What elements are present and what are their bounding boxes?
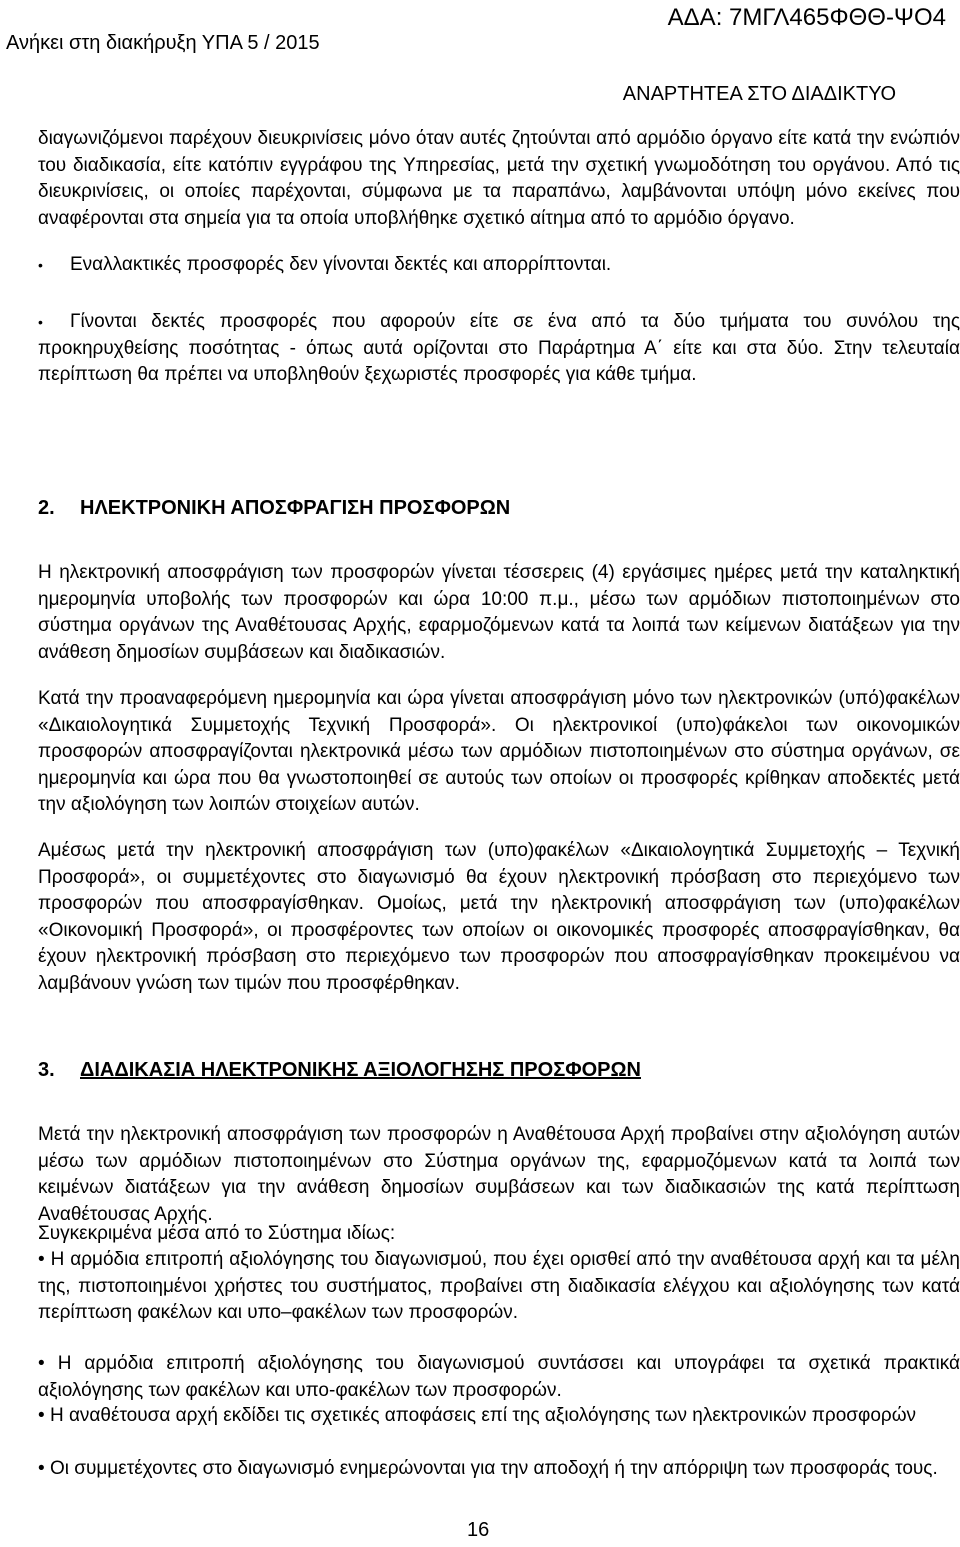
section-3-heading [38, 1059, 641, 1082]
bullet-icon: • [38, 257, 43, 273]
section-number: 3. [38, 1059, 55, 1081]
section-title: ΔΙΑΔΙΚΑΣΙΑ ΗΛΕΚΤΡΟΝΙΚΗΣ ΑΞΙΟΛΟΓΗΣΗΣ ΠΡΟΣΦΟΡΩΝ [80, 1059, 641, 1081]
section-2-heading [38, 497, 510, 520]
section-3-paragraph-2: Συγκεκριμένα μέσα από το Σύστημα ιδίως: [38, 1223, 396, 1244]
bullet-text: Εναλλακτικές προσφορές δεν γίνονται δεκτές και απορρίπτονται. [70, 254, 612, 275]
intro-bullet-2 [38, 309, 960, 389]
section-2-paragraph-1: Η ηλεκτρονική αποσφράγιση των προσφορών γίνεται τέσσερεις (4) εργάσιμες ημέρες μετά την καταληκτική ημερομηνία υποβολής των προσφορών και ώρα 10:00 π.μ., μέσω των αρμόδιων πιστοποιημένων στο σύστημα οργάνων της Αναθέτουσας Αρχής, εφαρμοζόμενων κατά τα λοιπά των κείμενων διατάξεων για την ανάθεση δημοσίων συμβάσεων και διαδικασιών. [38, 562, 960, 663]
list-item: • Η αρμόδια επιτροπή αξιολόγησης του διαγωνισμού συντάσσει και υπογράφει τα σχετικά πρακτικά αξιολόγησης των φακέλων και υπο-φακέλων των προσφορών. [38, 1353, 960, 1401]
intro-bullet-1 [38, 252, 960, 279]
header-left: Ανήκει στη διακήρυξη ΥΠΑ 5 / 2015 [6, 32, 320, 54]
section-3-paragraph-1: Μετά την ηλεκτρονική αποσφράγιση των προσφορών η Αναθέτουσα Αρχή προβαίνει στην αξιολόγηση αυτών μέσω των αρμόδιων πιστοποιημένων στο Σύστημα οργάνων της, εφαρμοζόμενων κατά τα λοιπά των κειμένων διατάξεων για την ανάθεση δημοσίων συμβάσεων και των διαδικασιών της κατά περίπτωση Αναθέτουσας Αρχής. [38, 1124, 960, 1225]
section-2-paragraph-3: Αμέσως μετά την ηλεκτρονική αποσφράγιση των (υπο)φακέλων «Δικαιολογητικά Συμμετοχής – Τεχνική Προσφορά», οι συμμετέχοντες στο διαγωνισμό θα έχουν ηλεκτρονική πρόσβαση στο περιεχόμενο των προσφορών που αποσφραγίσθηκαν. Ομοίως, μετά την ηλεκτρονική αποσφράγιση των (υπο)φακέλων «Οικονομική Προσφορά», οι προσφέροντες των οποίων οι οικονομικές προσφορές αποσφραγίσθηκαν, θα έχουν ηλεκτρονική πρόσβαση στο περιεχόμενο των προσφορών που αποσφραγίσθηκαν προκειμένου να λαμβάνουν γνώση των τιμών που προσφέρθηκαν. [38, 840, 960, 994]
list-item: • Η αναθέτουσα αρχή εκδίδει τις σχετικές αποφάσεις επί της αξιολόγησης των ηλεκτρονικών προσφορών [38, 1405, 917, 1426]
list-item: • Η αρμόδια επιτροπή αξιολόγησης του διαγωνισμού, που έχει ορισθεί από την αναθέτουσα αρχή και τα μέλη της, πιστοποιημένοι χρήστες του συστήματος, προβαίνει στη διαδικασία ελέγχου και αξιολόγησης των κατά περίπτωση φακέλων και υπο–φακέλων των προσφορών. [38, 1249, 960, 1323]
section-2-paragraph-2: Κατά την προαναφερόμενη ημερομηνία και ώρα γίνεται αποσφράγιση μόνο των ηλεκτρονικών (υπό)φακέλων «Δικαιολογητικά Συμμετοχής Τεχνική Προσφορά». Οι ηλεκτρονικοί (υπο)φάκελοι των οικονομικών προσφορών αποσφραγίζονται ηλεκτρονικά μέσω των αρμόδιων πιστοποιημένων στο σύστημα οργάνων, σε ημερομηνία και ώρα που θα γνωστοποιηθεί σε αυτούς των οποίων οι προσφορές κρίθηκαν αποδεκτές μετά την αξιολόγηση των λοιπών στοιχείων αυτών. [38, 688, 960, 815]
section-title: ΗΛΕΚΤΡΟΝΙΚΗ ΑΠΟΣΦΡΑΓΙΣΗ ΠΡΟΣΦΟΡΩΝ [80, 497, 511, 519]
list-item-text: Η αρμόδια επιτροπή αξιολόγησης του διαγωνισμού συντάσσει και υπογράφει τα σχετικά πρακτικά αξιολόγησης των φακέλων και υπο-φακέλων των προσφορών. [38, 1353, 960, 1401]
section-number: 2. [38, 497, 55, 519]
list-item: • Οι συμμετέχοντες στο διαγωνισμό ενημερώνονται για την αποδοχή ή την απόρριψη των προσφοράς τους. [38, 1458, 938, 1479]
page-number: 16 [467, 1519, 490, 1541]
list-item-text: Οι συμμετέχοντες στο διαγωνισμό ενημερώνονται για την αποδοχή ή την απόρριψη των προσφοράς τους. [49, 1458, 938, 1479]
list-item-text: Η αρμόδια επιτροπή αξιολόγησης του διαγωνισμού, που έχει ορισθεί από την αναθέτουσα αρχή και τα μέλη της, πιστοποιημένοι χρήστες του συστήματος, προβαίνει στη διαδικασία ελέγχου και αξιολόγησης των κατά περίπτωση φακέλων και υπο–φακέλων των προσφορών. [38, 1249, 960, 1323]
bullet-icon: • [38, 314, 43, 330]
intro-paragraph: διαγωνιζόμενοι παρέχουν διευκρινίσεις μόνο όταν αυτές ζητούνται από αρμόδιο όργανο είτε κατά την ενώπιόν του διαδικασία, είτε κατόπιν εγγράφου της Υπηρεσίας, μετά την σχετική γνωμοδότηση του οργάνου. Από τις διευκρινίσεις, οι οποίες παρέχονται, σύμφωνα με τα παραπάνω, λαμβάνονται υπόψη μόνο εκείνες που αναφέρονται στα σημεία για τα οποία υποβλήθηκε σχετικό αίτημα από το αρμόδιο όργανο. [38, 128, 960, 229]
bullet-text: Γίνονται δεκτές προσφορές που αφορούν είτε σε ένα από τα δύο τμήματα του συνόλου της προκηρυχθείσης ποσότητας - όπως αυτά ορίζονται στο Παράρτημα Α΄ είτε και στα δύο. Στην τελευταία περίπτωση θα πρέπει να υποβληθούν ξεχωριστές προσφορές για κάθε τμήμα. [38, 311, 960, 385]
publish-notice: ΑΝΑΡΤΗΤΕΑ ΣΤΟ ΔΙΑΔΙΚΤΥΟ [622, 83, 896, 105]
list-item-text: Η αναθέτουσα αρχή εκδίδει τις σχετικές αποφάσεις επί της αξιολόγησης των ηλεκτρονικών προσφορών [49, 1405, 917, 1426]
ada-code: ΑΔΑ: 7ΜΓΛ465ΦΘΘ-ΨΟ4 [667, 4, 946, 31]
